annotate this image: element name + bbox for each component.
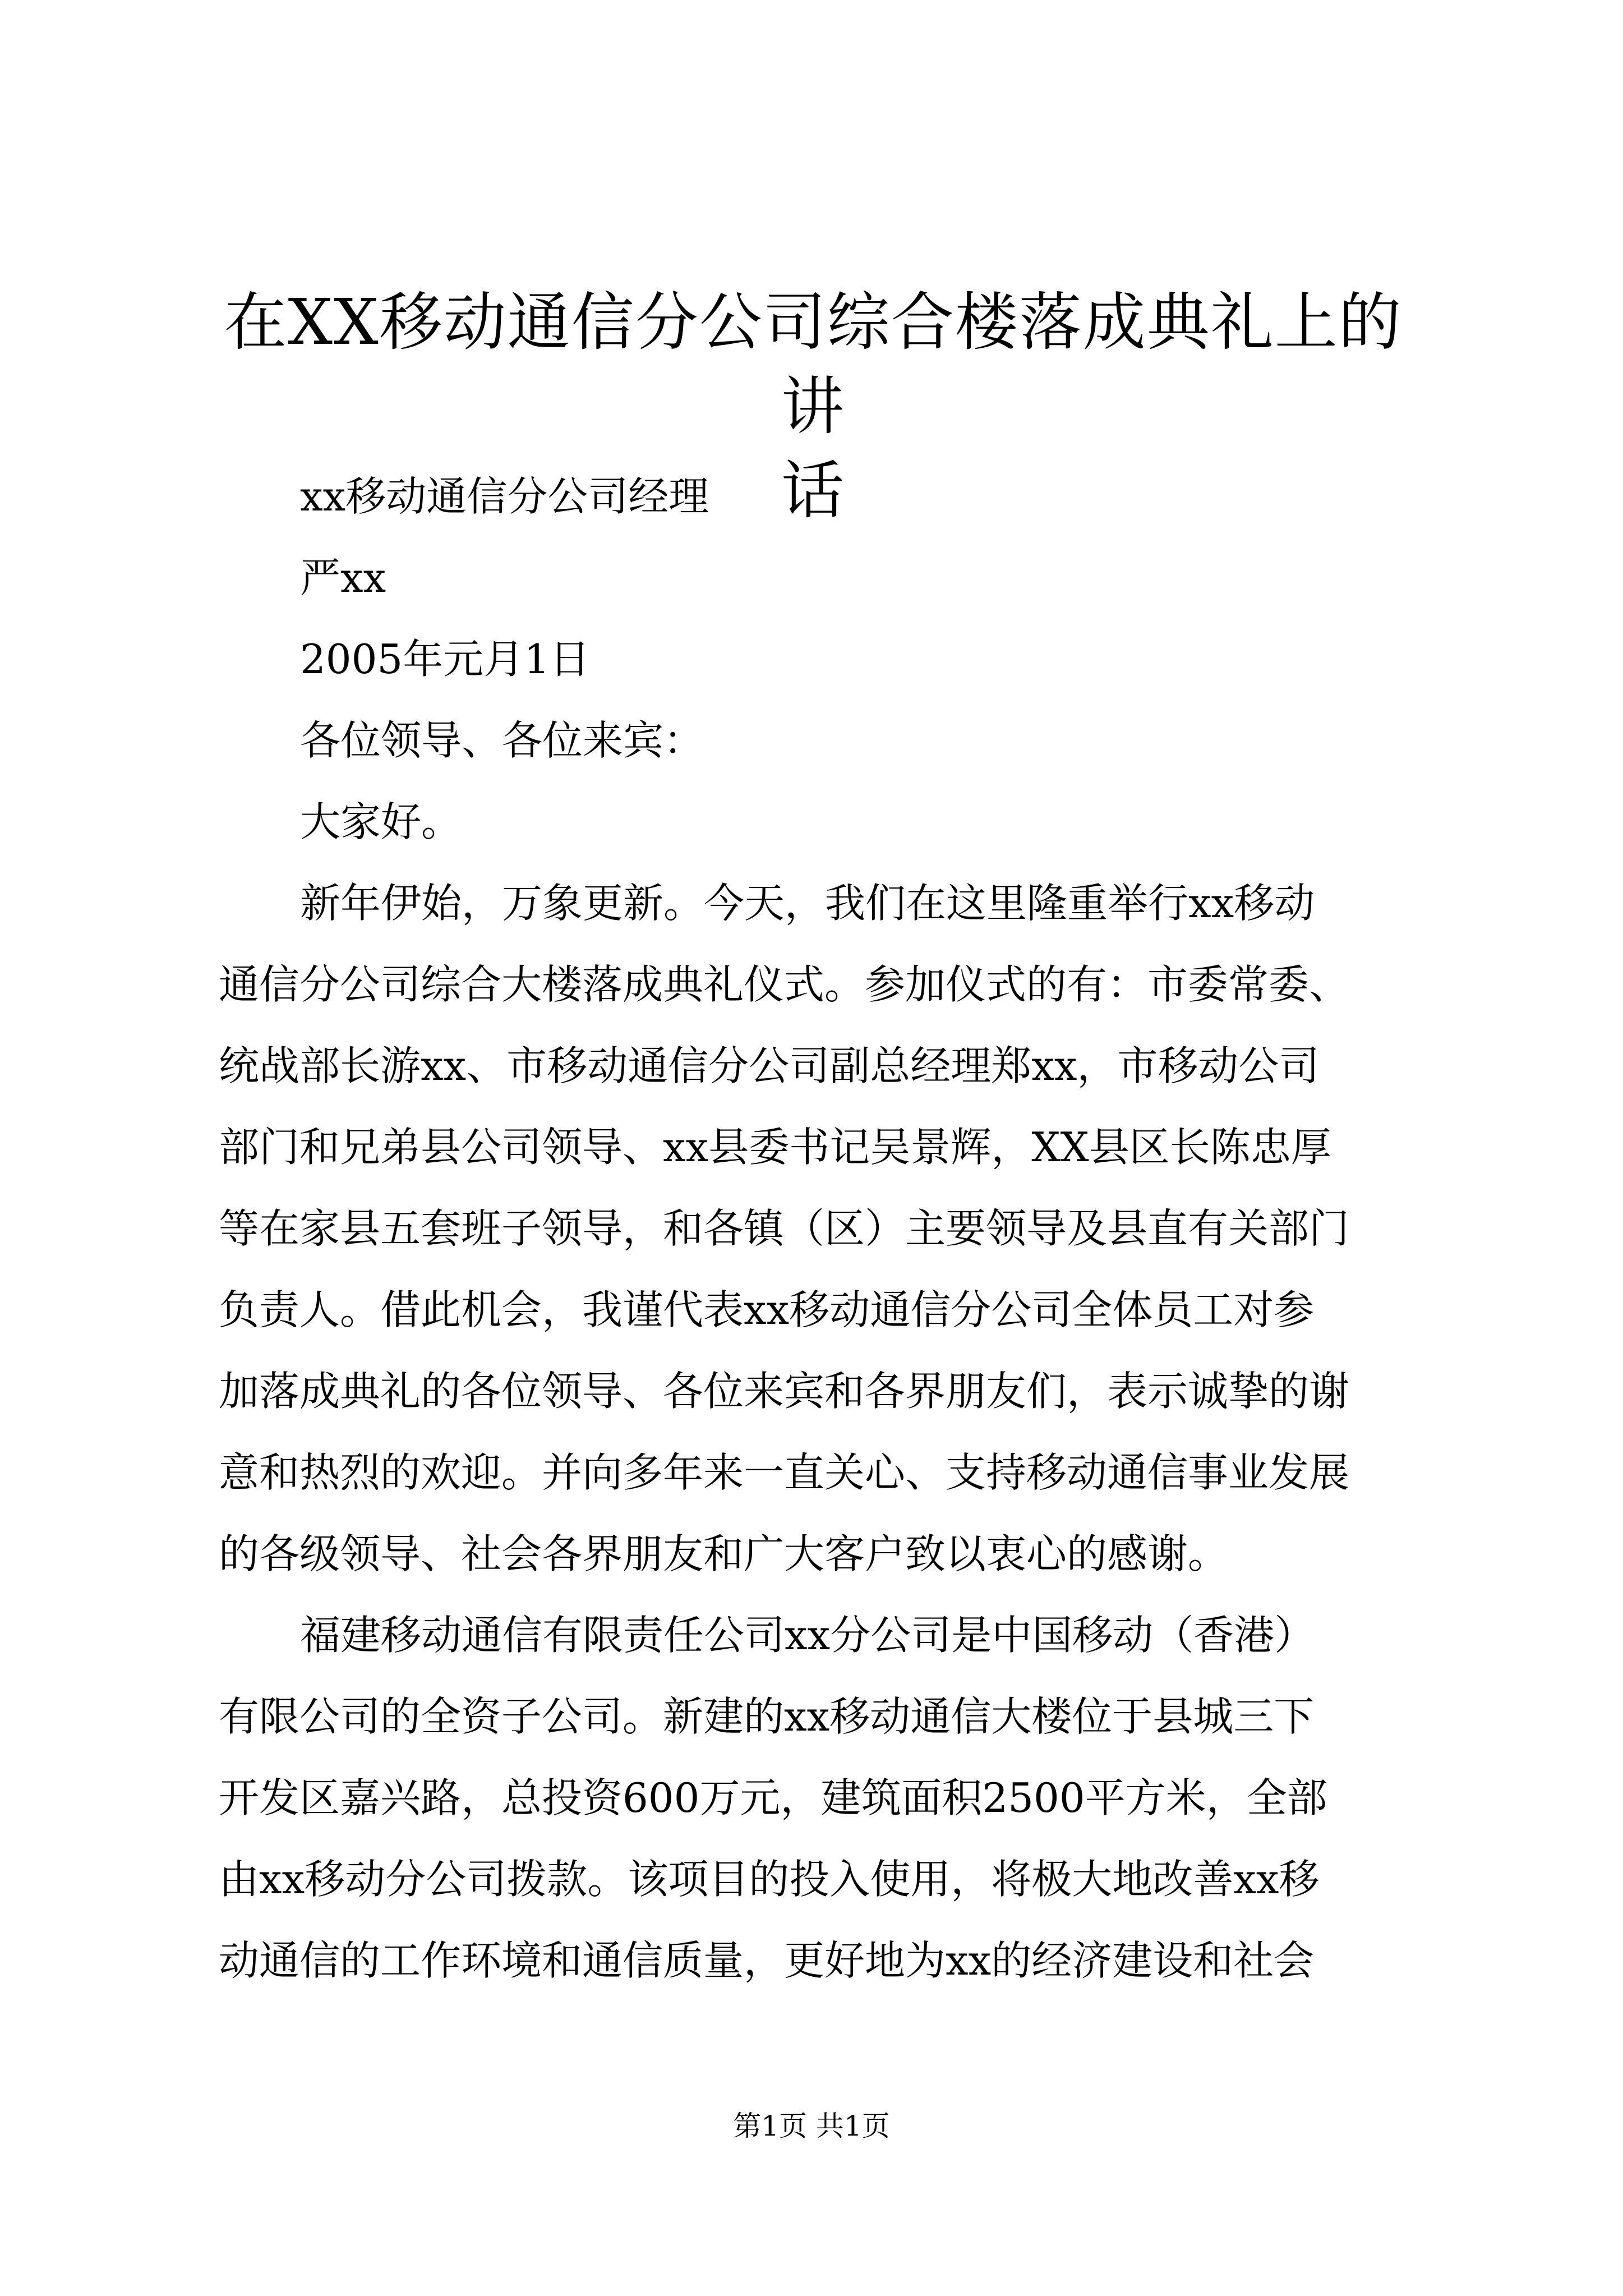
paragraph-1-line: 新年伊始，万象更新。今天，我们在这里隆重举行xx移动 <box>300 880 1315 927</box>
paragraph-1-line: 加落成典礼的各位领导、各位来宾和各界朋友们，表示诚挚的谢 <box>219 1368 1350 1415</box>
paragraph-1-line: 等在家县五套班子领导，和各镇（区）主要领导及县直有关部门 <box>219 1205 1350 1252</box>
greeting: 大家好。 <box>300 798 462 845</box>
paragraph-1-line: 部门和兄弟县公司领导、xx县委书记吴景辉，XX县区长陈忠厚 <box>219 1124 1331 1171</box>
title-line-1: 在XX移动通信分公司综合楼落成典礼上的讲 <box>224 286 1403 443</box>
paragraph-1-line: 的各级领导、社会各界朋友和广大客户致以衷心的感谢。 <box>219 1530 1229 1577</box>
paragraph-2-line: 福建移动通信有限责任公司xx分公司是中国移动（香港） <box>300 1612 1315 1659</box>
speech-date: 2005年元月1日 <box>300 636 591 683</box>
paragraph-1-line: 统战部长游xx、市移动通信分公司副总经理郑xx，市移动公司 <box>219 1042 1320 1089</box>
paragraph-1-line: 意和热烈的欢迎。并向多年来一直关心、支持移动通信事业发展 <box>219 1449 1350 1496</box>
paragraph-1-line: 负责人。借此机会，我谨代表xx移动通信分公司全体员工对参 <box>219 1286 1315 1333</box>
paragraph-2-line: 由xx移动分公司拨款。该项目的投入使用，将极大地改善xx移 <box>219 1856 1320 1903</box>
author-org: xx移动通信分公司经理 <box>300 473 709 520</box>
author-name: 严xx <box>300 554 386 601</box>
salutation: 各位领导、各位来宾： <box>300 717 704 764</box>
page-footer: 第1页 共1页 <box>733 2110 890 2142</box>
paragraph-2-line: 开发区嘉兴路，总投资600万元，建筑面积2500平方米，全部 <box>219 1774 1327 1821</box>
paragraph-2-line: 动通信的工作环境和通信质量，更好地为xx的经济建设和社会 <box>219 1937 1315 1984</box>
paragraph-2-line: 有限公司的全资子公司。新建的xx移动通信大楼位于县城三下 <box>219 1693 1315 1740</box>
paragraph-1-line: 通信分公司综合大楼落成典礼仪式。参加仪式的有：市委常委、 <box>219 961 1350 1008</box>
title-line-2: 话 <box>781 454 845 527</box>
